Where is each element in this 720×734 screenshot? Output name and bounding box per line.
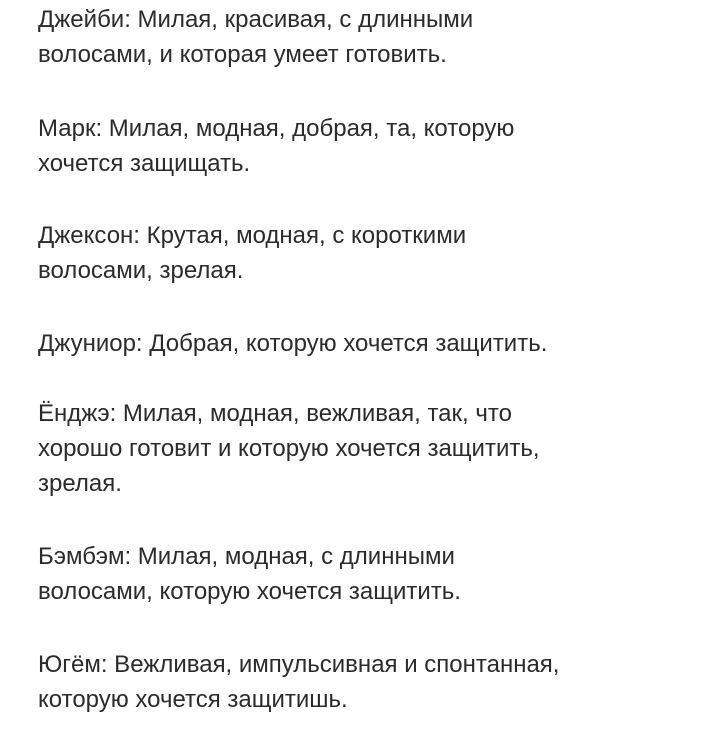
entry-line: хочется защищать.	[38, 150, 251, 177]
entry-jb	[38, 2, 473, 72]
entry-line: Джуниор: Добрая, которую хочется защитить.	[38, 330, 548, 357]
entry-line: Марк: Милая, модная, добрая, та, которую	[38, 115, 515, 142]
entry-line: Джейби: Милая, красивая, с длинными	[38, 6, 474, 33]
entry-line: Югём: Вежливая, импульсивная и спонтанная,	[38, 651, 560, 678]
entry-line: которую хочется защитишь.	[38, 686, 348, 713]
entry-jackson	[38, 218, 466, 288]
entry-line: хорошо готовит и которую хочется защитить,	[38, 435, 540, 462]
entry-line: зрелая.	[38, 470, 122, 497]
entry-yugyeom	[38, 647, 559, 717]
entry-line: волосами, зрелая.	[38, 257, 244, 284]
entry-line: волосами, которую хочется защитить.	[38, 578, 461, 605]
entry-line: Ёнджэ: Милая, модная, вежливая, так, что	[38, 400, 512, 427]
entry-line: волосами, и которая умеет готовить.	[38, 41, 447, 68]
entry-youngjae	[38, 396, 540, 501]
entry-line: Джексон: Крутая, модная, с короткими	[38, 222, 467, 249]
entry-mark	[38, 111, 514, 181]
entry-bambam	[38, 539, 461, 609]
entry-line: Бэмбэм: Милая, модная, с длинными	[38, 543, 455, 570]
entry-junior	[38, 326, 547, 361]
